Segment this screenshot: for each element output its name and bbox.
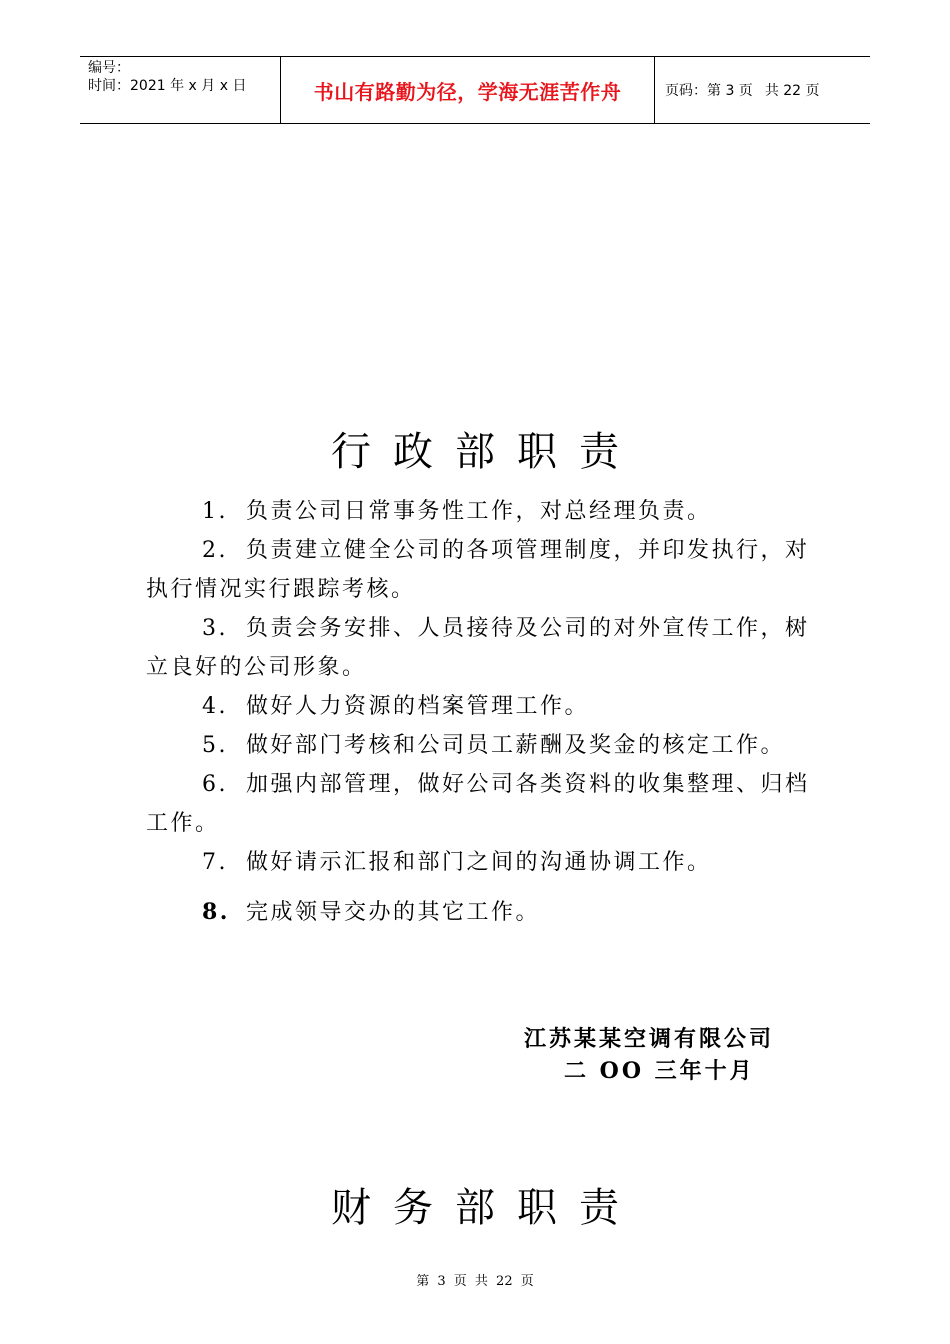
duty-text: 完成领导交办的其它工作。 bbox=[246, 900, 541, 925]
admin-section-title: 行政部职责 bbox=[331, 429, 641, 475]
duty-number: 6. bbox=[202, 772, 228, 797]
header-motto: 书山有路勤为径，学海无涯苦作舟 bbox=[281, 57, 655, 123]
duty-text: 负责公司日常事务性工作，对总经理负责。 bbox=[246, 499, 712, 524]
duty-number: 1. bbox=[202, 499, 228, 524]
duty-item bbox=[146, 492, 816, 531]
duty-number: 7. bbox=[202, 850, 228, 875]
duty-number: 8. bbox=[202, 899, 230, 925]
signature-date: 二 OO 三年十月 bbox=[564, 1058, 755, 1084]
duty-number: 4. bbox=[202, 694, 228, 719]
page-header bbox=[80, 56, 870, 124]
finance-section-title: 财务部职责 bbox=[331, 1185, 641, 1231]
duty-item bbox=[146, 609, 816, 687]
duty-item bbox=[146, 765, 816, 843]
page-footer: 第 3 页 共 22 页 bbox=[416, 1274, 534, 1289]
duty-text: 做好人力资源的档案管理工作。 bbox=[246, 694, 590, 719]
duty-text: 做好请示汇报和部门之间的沟通协调工作。 bbox=[246, 850, 712, 875]
duty-text: 加强内部管理，做好公司各类资料的收集整理、归档工作。 bbox=[146, 772, 810, 836]
duty-item bbox=[146, 687, 816, 726]
header-page-info bbox=[655, 57, 870, 123]
duty-number: 3. bbox=[202, 616, 228, 641]
header-page-total: 共 22 页 bbox=[764, 83, 820, 99]
duty-number: 2. bbox=[202, 538, 228, 563]
duty-item bbox=[146, 843, 816, 882]
header-meta bbox=[80, 57, 281, 123]
header-page-number: 页码：第 3 页 bbox=[665, 83, 753, 99]
document-time-label: 时间：2021 年 x 月 x 日 bbox=[88, 78, 247, 94]
admin-duties-list bbox=[146, 492, 816, 932]
signature-company: 江苏某某空调有限公司 bbox=[524, 1026, 775, 1052]
duty-text: 做好部门考核和公司员工薪酬及奖金的核定工作。 bbox=[246, 733, 786, 758]
duty-number: 5. bbox=[202, 733, 228, 758]
duty-item bbox=[146, 893, 816, 932]
duty-text: 负责会务安排、人员接待及公司的对外宣传工作，树立良好的公司形象。 bbox=[146, 616, 810, 680]
duty-item bbox=[146, 531, 816, 609]
document-number-label: 编号： bbox=[88, 60, 130, 76]
duty-item bbox=[146, 726, 816, 765]
duty-text: 负责建立健全公司的各项管理制度，并印发执行，对执行情况实行跟踪考核。 bbox=[146, 538, 810, 602]
